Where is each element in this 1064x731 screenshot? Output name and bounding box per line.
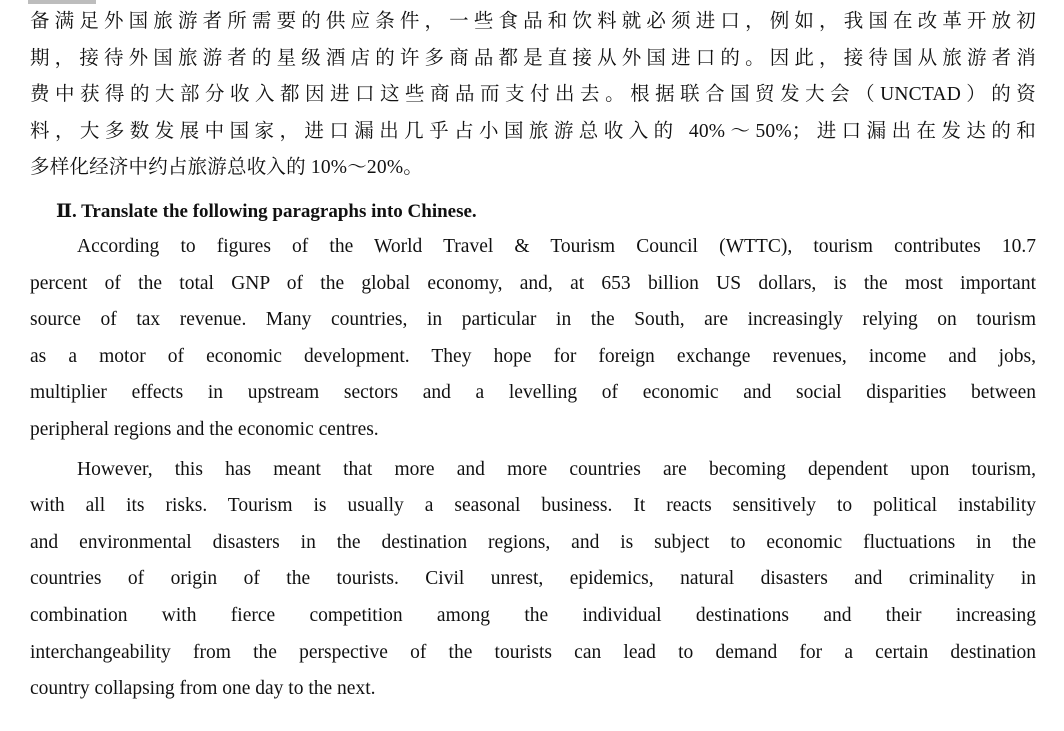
text-line: as a motor of economic development. They hope for foreign exchange revenues, income and jobs, <box>30 345 1036 367</box>
text-line: 料，大多数发展中国家，进口漏出几乎占小国旅游总收入的 40%～50%；进口漏出在发达的和 <box>30 120 1036 142</box>
text-line: interchangeability from the perspective of the tourists can lead to demand for a certain destination <box>30 641 1036 663</box>
text-line: peripheral regions and the economic centres. <box>30 418 379 440</box>
text-line: 备满足外国旅游者所需要的供应条件，一些食品和饮料就必须进口，例如，我国在改革开放初 <box>30 11 1036 32</box>
text-line: with all its risks. Tourism is usually a seasonal business. It reacts sensitively to political instability <box>30 495 1036 517</box>
text-line: 费中获得的大部分收入都因进口这些商品而支付出去。根据联合国贸发大会（UNCTAD）的资 <box>30 84 1036 106</box>
text-line: 多样化经济中约占旅游总收入的 10%～20%。 <box>30 157 423 179</box>
text-line: percent of the total GNP of the global economy, and, at 653 billion US dollars, is the most important <box>30 272 1036 294</box>
document-page <box>30 4 1036 708</box>
text-line: However, this has meant that more and more countries are becoming dependent upon tourism, <box>77 458 1036 480</box>
text-line: country collapsing from one day to the next. <box>30 678 376 700</box>
text-line: source of tax revenue. Many countries, in particular in the South, are increasingly relying on tourism <box>30 309 1036 331</box>
text-line: 期，接待外国旅游者的星级酒店的许多商品都是直接从外国进口的。因此，接待国从旅游者消 <box>30 47 1036 69</box>
chinese-paragraph <box>30 4 1036 187</box>
text-line: combination with fierce competition among the individual destinations and their increasing <box>30 604 1036 626</box>
text-line: According to figures of the World Travel & Tourism Council (WTTC), tourism contributes 10.7 <box>77 235 1036 257</box>
text-line: countries of origin of the tourists. Civil unrest, epidemics, natural disasters and criminality in <box>30 568 1036 590</box>
text-line: and environmental disasters in the destination regions, and is subject to economic fluctuations in the <box>30 531 1036 553</box>
text-line: multiplier effects in upstream sectors and a levelling of economic and social disparities between <box>30 382 1036 404</box>
paragraph-2 <box>30 452 1036 708</box>
section-heading: Ⅱ. Translate the following paragraphs into Chinese. <box>56 200 477 222</box>
paragraph-1 <box>30 229 1036 449</box>
